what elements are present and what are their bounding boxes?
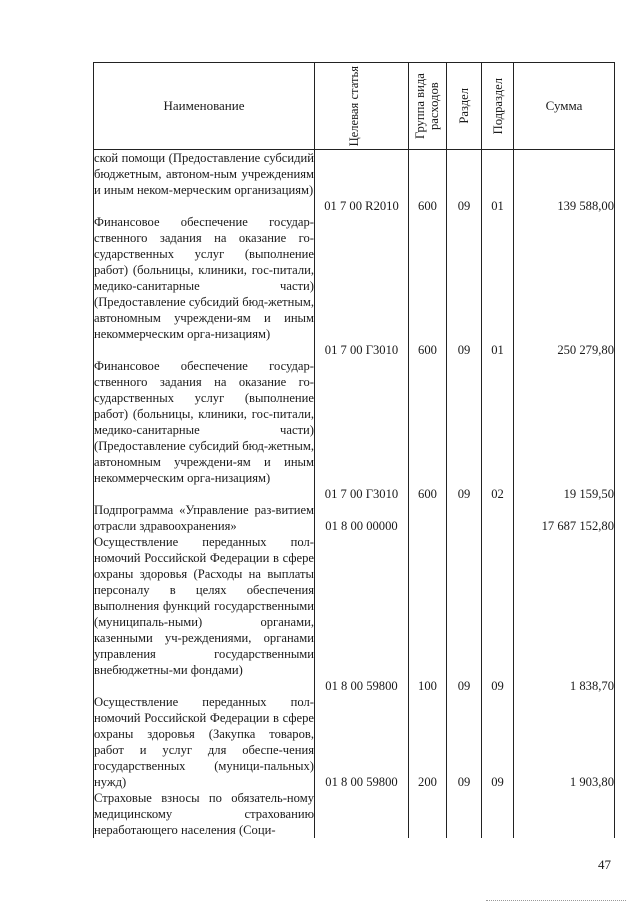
row-section (447, 790, 482, 838)
row-name: Страховые взносы по обязатель-ному медицинскому страхованию неработающего населения (Соци- (94, 790, 314, 837)
header-subsection: Подраздел (490, 77, 505, 135)
row-name: ской помощи (Предоставление субсидий бюджетным, автоном-ным учреждениям и иным неком-мерческим организациям) (94, 150, 315, 214)
row-subsection: 01 (482, 214, 514, 358)
row-section: 09 (447, 358, 482, 502)
row-subsection: 09 (482, 694, 514, 790)
table-row (94, 534, 615, 694)
header-section: Раздел (457, 88, 471, 124)
row-section: 09 (447, 214, 482, 358)
row-name: Финансовое обеспечение государ-ственного задания на оказание го-сударственных услуг (выполнение работ) (больницы, клиники, гос-питали, медико-санитарные части) (Предоставление субсидий бюд-жетным, автономным учреждени-ям и иным некоммерческим орга-низациям) (94, 214, 315, 358)
row-target: 01 7 00 R2010 (315, 150, 409, 214)
row-group (409, 502, 447, 534)
table-row (94, 150, 615, 214)
row-target (315, 790, 409, 838)
table-header-row (94, 63, 615, 150)
row-group: 200 (409, 694, 447, 790)
row-section: 09 (447, 534, 482, 694)
table-row (94, 358, 615, 502)
row-target: 01 8 00 59800 (315, 694, 409, 790)
header-sum: Сумма (514, 63, 615, 150)
row-sum: 1 903,80 (514, 694, 615, 790)
row-name: Финансовое обеспечение государ-ственного задания на оказание го-сударственных услуг (выполнение работ) (больницы, клиники, гос-питали, медико-санитарные части) (Предоставление субсидий бюд-жетным, автономным учреждени-ям и иным некоммерческим орга-низациям) (94, 358, 315, 502)
table-row (94, 502, 615, 534)
table-row (94, 694, 615, 790)
row-subsection (482, 790, 514, 838)
row-sum: 1 838,70 (514, 534, 615, 694)
header-group: Группа вида расходов (412, 73, 441, 139)
row-target: 01 7 00 Г3010 (315, 358, 409, 502)
row-group: 600 (409, 214, 447, 358)
row-target: 01 8 00 59800 (315, 534, 409, 694)
row-section: 09 (447, 150, 482, 214)
row-target: 01 8 00 00000 (315, 502, 409, 534)
header-section-cell (447, 63, 482, 150)
row-sum: 139 588,00 (514, 150, 615, 214)
header-subsection-cell (482, 63, 514, 150)
header-target: Целевая статья (346, 65, 361, 147)
row-section: 09 (447, 694, 482, 790)
row-name: Подпрограмма «Управление раз-витием отрасли здравоохранения» (94, 502, 314, 533)
row-group (409, 790, 447, 838)
row-sum: 19 159,50 (514, 358, 615, 502)
header-name: Наименование (94, 63, 315, 150)
row-name: Осуществление переданных пол-номочий Российской Федерации в сфере охраны здоровья (Расходы на выплаты персоналу в целях обеспечения выполнения функций государственными (муниципаль-ными) органами, казенными уч-реждениями, органами управления государственными внебюджетны-ми фондами) (94, 534, 315, 694)
row-subsection: 02 (482, 358, 514, 502)
row-sum: 17 687 152,80 (514, 502, 615, 534)
footer-divider (486, 900, 626, 901)
page-number: 47 (598, 857, 611, 872)
header-target-cell (315, 63, 409, 150)
row-group: 600 (409, 150, 447, 214)
row-group: 100 (409, 534, 447, 694)
table-row (94, 214, 615, 358)
table-row (94, 790, 615, 838)
row-group: 600 (409, 358, 447, 502)
budget-table (93, 62, 615, 838)
row-target: 01 7 00 Г3010 (315, 214, 409, 358)
row-sum: 250 279,80 (514, 214, 615, 358)
row-section (447, 502, 482, 534)
row-subsection: 01 (482, 150, 514, 214)
row-subsection: 09 (482, 534, 514, 694)
row-sum (514, 790, 615, 838)
header-group-cell (409, 63, 447, 150)
row-subsection (482, 502, 514, 534)
row-name: Осуществление переданных пол-номочий Российской Федерации в сфере охраны здоровья (Закупка товаров, работ и услуг для обеспе-чения государственных (муници-пальных) нужд) (94, 694, 314, 789)
